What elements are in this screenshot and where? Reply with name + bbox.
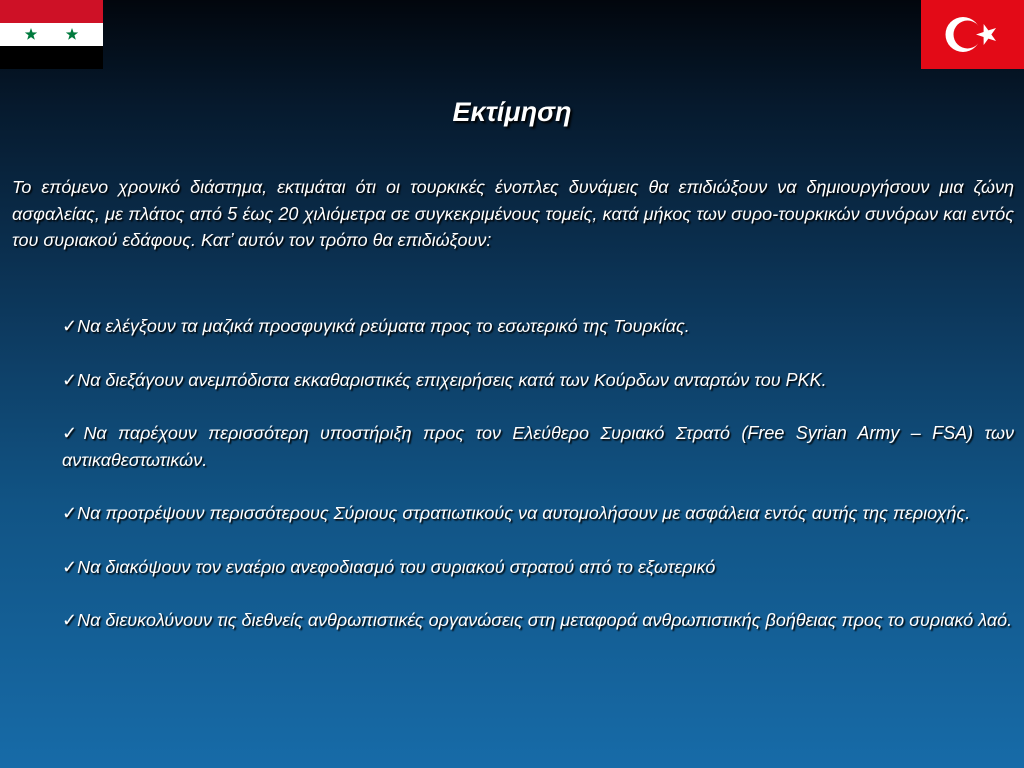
- turkey-flag-icon: [921, 0, 1024, 69]
- check-icon: ✓: [62, 556, 78, 577]
- list-item: [62, 554, 1014, 581]
- slide-title: Εκτίμηση: [452, 97, 572, 127]
- intro-paragraph: Το επόμενο χρονικό διάστημα, εκτιμάται ότι οι τουρκικές ένοπλες δυνάμεις θα επιδιώξουν να δημιουργήσουν μια ζώνη ασφαλείας, με πλάτος από 5 έως 20 χιλιόμετρα σε συγκεκριμένους τομείς, κατά μήκος των συρο-τουρκικών συνόρων και εντός του συριακού εδάφους. Κατ’ αυτόν τον τρόπο θα επιδιώξουν:: [12, 177, 1014, 250]
- list-item: [62, 607, 1014, 634]
- bullet-list: [62, 313, 1014, 634]
- bullet-text: Να διεξάγουν ανεμπόδιστα εκκαθαριστικές επιχειρήσεις κατά των Κούρδων ανταρτών του PKK.: [77, 369, 827, 390]
- list-item: [62, 500, 1014, 527]
- syria-flag-icon: [0, 0, 103, 69]
- check-icon: ✓: [62, 316, 78, 336]
- check-icon: ✓: [62, 503, 78, 523]
- list-item: [62, 420, 1014, 473]
- bullet-text: Να προτρέψουν περισσότερους Σύριους στρατιωτικούς να αυτομολήσουν με ασφάλεια εντός αυτής της περιοχής.: [77, 503, 971, 523]
- check-icon: ✓: [62, 423, 84, 443]
- bullet-text: Να διευκολύνουν τις διεθνείς ανθρωπιστικές οργανώσεις στη μεταφορά ανθρωπιστικής βοήθειας προς το συριακό λαό.: [77, 610, 1013, 630]
- bullet-text: Να παρέχουν περισσότερη υποστήριξη προς τον Ελεύθερο Συριακό Στρατό (Free Syrian Army – FSA) των αντικαθεστωτικών.: [62, 423, 1014, 470]
- list-item: [62, 367, 1014, 394]
- check-icon: ✓: [62, 610, 78, 630]
- bullet-text: Να διακόψουν τον εναέριο ανεφοδιασμό του συριακού στρατού από το εξωτερικό: [77, 556, 716, 577]
- check-icon: ✓: [62, 369, 78, 390]
- list-item: [62, 313, 1014, 340]
- bullet-text: Να ελέγξουν τα μαζικά προσφυγικά ρεύματα προς το εσωτερικό της Τουρκίας.: [77, 316, 690, 336]
